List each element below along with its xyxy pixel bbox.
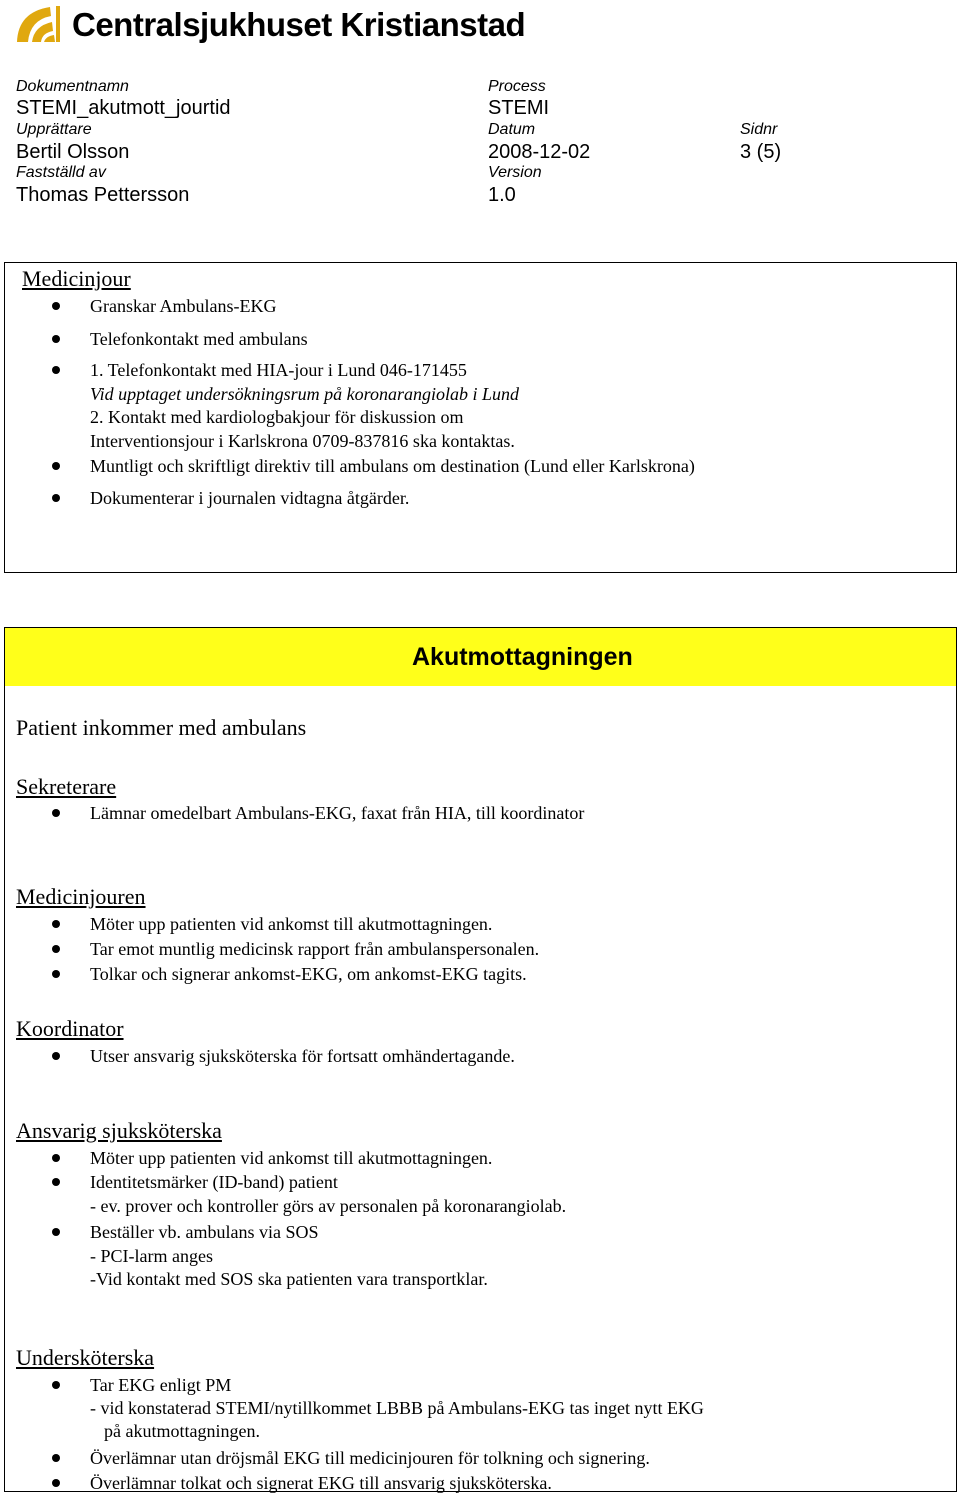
hospital-logo	[14, 4, 64, 46]
sekreterare-item: Lämnar omedelbart Ambulans-EKG, faxat från HIA, till koordinator	[90, 803, 585, 823]
bullet-icon	[52, 970, 60, 978]
author-label: Upprättare	[16, 121, 92, 138]
underskoterska-item-sub: - vid konstaterad STEMI/nytillkommet LBBB på Ambulans-EKG tas inget nytt EKG	[90, 1398, 704, 1418]
author-value: Bertil Olsson	[16, 141, 130, 163]
intro-text: Patient inkommer med ambulans	[16, 715, 307, 740]
hospital-name: Centralsjukhuset Kristianstad	[72, 6, 526, 43]
bullet-icon	[52, 920, 60, 928]
date-value: 2008-12-02	[488, 141, 591, 163]
approved-value: Thomas Pettersson	[16, 184, 190, 206]
process-value: STEMI	[488, 97, 550, 119]
bullet-icon	[52, 335, 60, 343]
ansvarig-item-sub: - ev. prover och kontroller görs av personalen på koronarangiolab.	[90, 1196, 567, 1216]
version-label: Version	[488, 164, 542, 181]
medicinjour-item: Telefonkontakt med ambulans	[90, 329, 308, 349]
medicinjouren-title: Medicinjouren	[16, 884, 146, 909]
bullet-icon	[52, 366, 60, 374]
ansvarig-item: Identitetsmärker (ID-band) patient	[90, 1172, 338, 1192]
bullet-icon	[52, 1052, 60, 1060]
medicinjour-item-note: Vid upptaget undersökningsrum på koronarangiolab i Lund	[90, 384, 519, 404]
medicinjour-item: 2. Kontakt med kardiologbakjour för diskussion om	[90, 407, 464, 427]
bullet-icon	[52, 1454, 60, 1462]
underskoterska-item-sub: på akutmottagningen.	[104, 1421, 260, 1441]
bullet-icon	[52, 945, 60, 953]
version-value: 1.0	[488, 184, 516, 206]
process-label: Process	[488, 78, 546, 95]
medicinjour-item: Granskar Ambulans-EKG	[90, 296, 277, 316]
underskoterska-title: Undersköterska	[16, 1345, 155, 1370]
koordinator-title: Koordinator	[16, 1016, 124, 1041]
medicinjour-item: Dokumenterar i journalen vidtagna åtgärder.	[90, 488, 410, 508]
sekreterare-title: Sekreterare	[16, 774, 117, 799]
bullet-icon	[52, 462, 60, 470]
bullet-icon	[52, 1479, 60, 1487]
medicinjour-title: Medicinjour	[22, 266, 131, 291]
akutmottagningen-title: Akutmottagningen	[412, 643, 633, 671]
medicinjour-item: Muntligt och skriftligt direktiv till ambulans om destination (Lund eller Karlskrona)	[90, 456, 695, 476]
koordinator-item: Utser ansvarig sjuksköterska för fortsatt omhändertagande.	[90, 1046, 515, 1066]
ansvarig-item: Möter upp patienten vid ankomst till akutmottagningen.	[90, 1148, 493, 1168]
underskoterska-item: Överlämnar tolkat och signerat EKG till ansvarig sjuksköterska.	[90, 1473, 552, 1493]
bullet-icon	[52, 1154, 60, 1162]
underskoterska-item: Tar EKG enligt PM	[90, 1375, 232, 1395]
bullet-icon	[52, 809, 60, 817]
medicinjour-item: Interventionsjour i Karlskrona 0709-837816 ska kontaktas.	[90, 431, 515, 451]
medicinjouren-item: Tolkar och signerar ankomst-EKG, om ankomst-EKG tagits.	[90, 964, 527, 984]
doc-name-label: Dokumentnamn	[16, 78, 129, 95]
ansvarig-item-sub: - PCI-larm anges	[90, 1246, 213, 1266]
date-label: Datum	[488, 121, 536, 138]
medicinjouren-item: Tar emot muntlig medicinsk rapport från ambulanspersonalen.	[90, 939, 540, 959]
ansvarig-item-sub: -Vid kontakt med SOS ska patienten vara transportklar.	[90, 1269, 488, 1289]
ansvarig-item: Beställer vb. ambulans via SOS	[90, 1222, 319, 1242]
bullet-icon	[52, 1178, 60, 1186]
underskoterska-item: Överlämnar utan dröjsmål EKG till medicinjouren för tolkning och signering.	[90, 1448, 650, 1468]
medicinjouren-item: Möter upp patienten vid ankomst till akutmottagningen.	[90, 914, 493, 934]
page-label: Sidnr	[740, 121, 778, 138]
page-value: 3 (5)	[740, 141, 782, 163]
approved-label: Fastställd av	[16, 164, 106, 181]
medicinjour-item: 1. Telefonkontakt med HIA-jour i Lund 046-171455	[90, 360, 467, 380]
bullet-icon	[52, 1228, 60, 1236]
ansvarig-title: Ansvarig sjuksköterska	[16, 1118, 222, 1143]
bullet-icon	[52, 302, 60, 310]
bullet-icon	[52, 494, 60, 502]
bullet-icon	[52, 1381, 60, 1389]
doc-name: STEMI_akutmott_jourtid	[16, 97, 231, 119]
